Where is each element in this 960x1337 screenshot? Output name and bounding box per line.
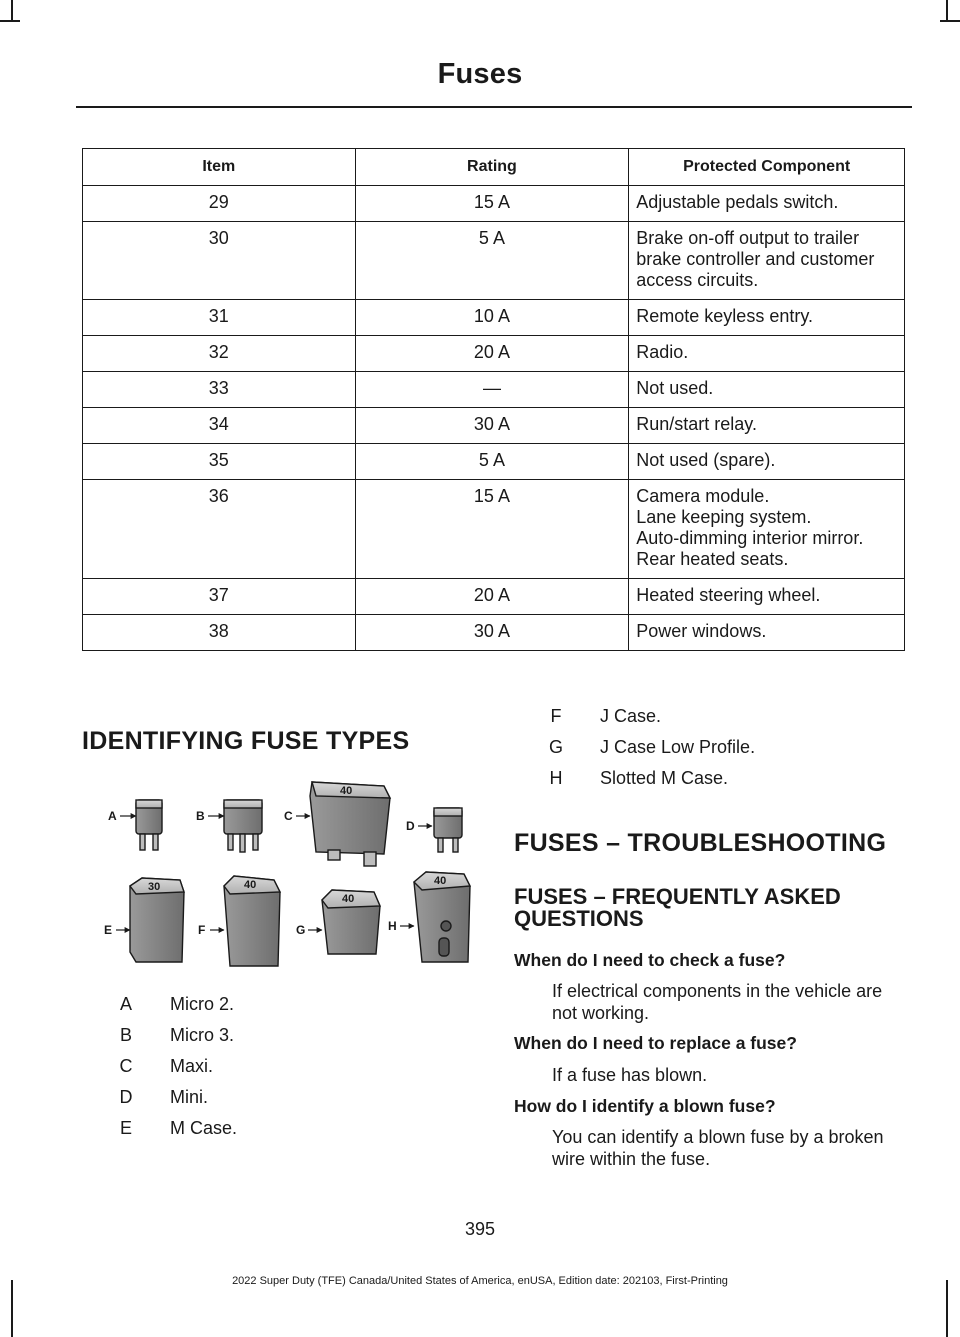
cell-rating: 15 A [355, 186, 629, 222]
cell-item: 38 [83, 615, 356, 651]
page-number: 395 [464, 1219, 496, 1239]
cell-protected-component [629, 336, 905, 372]
table-row [83, 222, 905, 300]
faq-answer: If a fuse has blown. [552, 1065, 708, 1085]
faq-question: How do I identify a blown fuse? [514, 1096, 776, 1116]
fuse-types-illustration [84, 776, 476, 976]
cell-rating: 5 A [355, 444, 629, 480]
table-row [83, 408, 905, 444]
cell-protected-component [629, 615, 905, 651]
component-line: Remote keyless entry. [636, 306, 813, 326]
edition-footer: 2022 Super Duty (TFE) Canada/United States of America, enUSA, Edition date: 202103, First-Printing [232, 1275, 728, 1287]
table-row [83, 336, 905, 372]
cell-protected-component [629, 186, 905, 222]
callout-g: G [296, 923, 306, 937]
cell-item: 31 [83, 300, 356, 336]
subheading-faq-line2: QUESTIONS [514, 906, 644, 931]
page-title: Fuses [437, 58, 523, 90]
cell-rating: 5 A [355, 222, 629, 300]
cell-protected-component [629, 408, 905, 444]
section-heading-identifying-fuse-types: IDENTIFYING FUSE TYPES [82, 727, 410, 755]
component-line: Lane keeping system. [636, 507, 812, 527]
cell-protected-component [629, 222, 905, 300]
crop-mark [11, 0, 13, 20]
cell-rating: 15 A [355, 480, 629, 579]
fuse-micro-3 [224, 800, 262, 852]
cell-item: 37 [83, 579, 356, 615]
cell-protected-component [629, 300, 905, 336]
cell-rating: 20 A [355, 579, 629, 615]
component-line: Brake on-off output to trailer brake controller and customer access circuits. [636, 228, 875, 290]
cell-item: 30 [83, 222, 356, 300]
fuse-table [82, 148, 905, 651]
table-row [83, 186, 905, 222]
crop-mark [0, 20, 20, 22]
callout-b: B [196, 809, 205, 823]
cell-protected-component [629, 372, 905, 408]
cell-item: 29 [83, 186, 356, 222]
callout-d: D [406, 819, 415, 833]
component-line: Heated steering wheel. [636, 585, 821, 605]
cell-rating: 30 A [355, 615, 629, 651]
faq-answer: You can identify a blown fuse by a broken wire within the fuse. [552, 1127, 884, 1169]
column-header-item: Item [83, 149, 356, 186]
callout-a: A [108, 809, 117, 823]
callout-f: F [198, 923, 206, 937]
cell-rating: 30 A [355, 408, 629, 444]
header-divider [76, 106, 912, 108]
fuse-micro-2 [136, 800, 162, 850]
cell-protected-component [629, 480, 905, 579]
callout-c: C [284, 809, 293, 823]
column-header-protected-component: Protected Component [629, 149, 905, 186]
callout-h: H [388, 919, 397, 933]
table-row [83, 480, 905, 579]
cell-protected-component [629, 444, 905, 480]
fuse-marking: 40 [434, 875, 447, 887]
table-row [83, 615, 905, 651]
cell-rating: — [355, 372, 629, 408]
component-line: Radio. [636, 342, 689, 362]
table-row [83, 300, 905, 336]
table-header-row [83, 149, 905, 186]
section-heading-fuses-troubleshooting: FUSES – TROUBLESHOOTING [514, 829, 887, 857]
component-line: Run/start relay. [636, 414, 757, 434]
faq-answer: If electrical components in the vehicle are not working. [552, 981, 883, 1023]
fuse-marking: 40 [342, 893, 355, 905]
table-row [83, 579, 905, 615]
fuse-marking: 30 [148, 881, 161, 893]
faq-question: When do I need to replace a fuse? [514, 1033, 797, 1053]
component-line: Rear heated seats. [636, 549, 789, 569]
fuse-marking: 40 [244, 879, 257, 891]
component-line: Power windows. [636, 621, 767, 641]
crop-mark [946, 1280, 948, 1337]
component-line: Not used (spare). [636, 450, 776, 470]
cell-item: 34 [83, 408, 356, 444]
fuse-mini [434, 808, 462, 852]
table-row [83, 372, 905, 408]
cell-protected-component [629, 579, 905, 615]
column-header-rating: Rating [355, 149, 629, 186]
crop-mark [11, 1280, 13, 1337]
component-line: Adjustable pedals switch. [636, 192, 839, 212]
component-line: Not used. [636, 378, 714, 398]
cell-item: 35 [83, 444, 356, 480]
cell-item: 33 [83, 372, 356, 408]
fuse-marking: 40 [340, 785, 353, 797]
cell-item: 32 [83, 336, 356, 372]
cell-rating: 10 A [355, 300, 629, 336]
subheading-faq-line1: FUSES – FREQUENTLY ASKED [514, 884, 841, 909]
cell-item: 36 [83, 480, 356, 579]
callout-e: E [104, 923, 113, 937]
crop-mark [940, 20, 960, 22]
component-line: Camera module. [636, 486, 770, 506]
faq-question: When do I need to check a fuse? [514, 950, 786, 970]
crop-mark [946, 0, 948, 20]
component-line: Auto-dimming interior mirror. [636, 528, 864, 548]
table-row [83, 444, 905, 480]
cell-rating: 20 A [355, 336, 629, 372]
